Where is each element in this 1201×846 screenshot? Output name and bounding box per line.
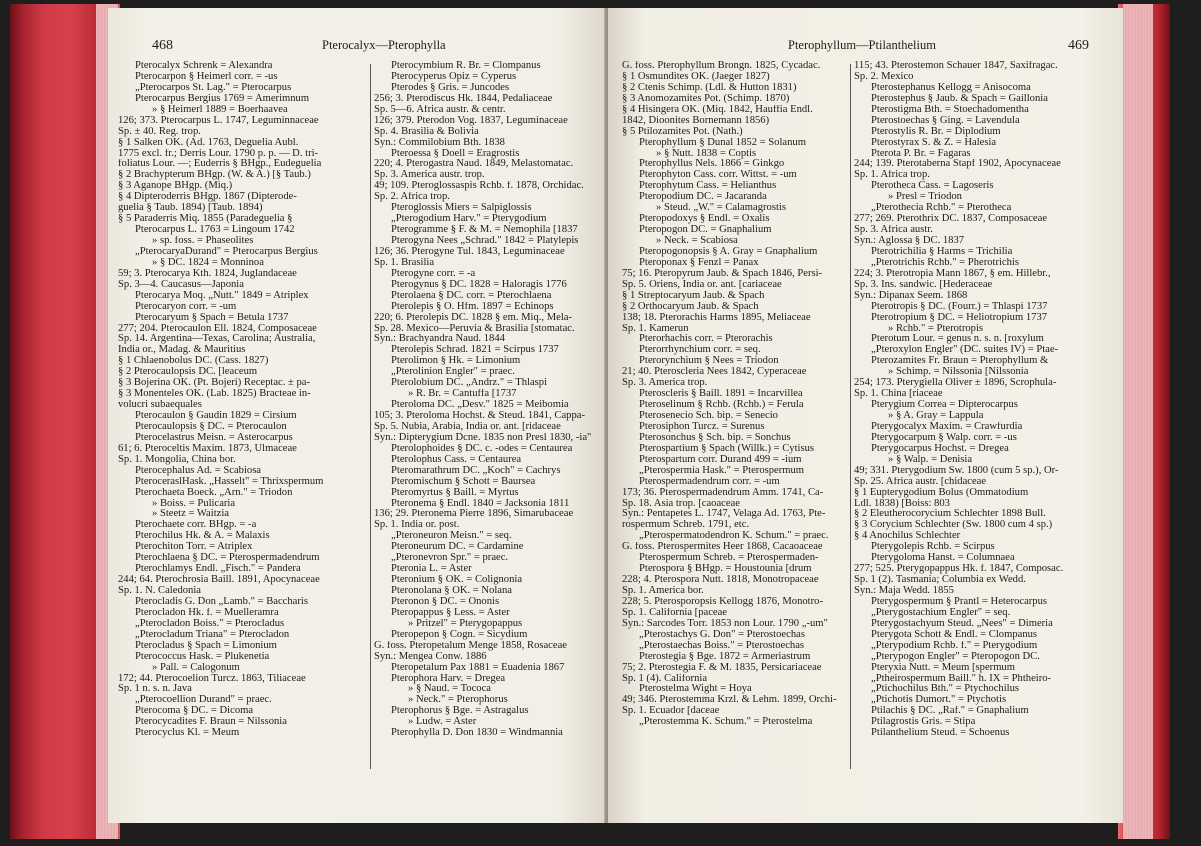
entry-line: Pterygium Correa = Dipterocarpus <box>871 400 1018 411</box>
entry-heading-line: 21; 40. Pteroscleria Nees 1842, Cyperaceae <box>622 367 807 378</box>
entry-line: » sp. foss. = Phaseolites <box>152 236 254 246</box>
entry-line: Pterygolepis Rchb. = Scirpus <box>871 542 995 553</box>
entry-heading-line: Sp. 1. America bor. <box>622 586 704 596</box>
entry-line: » Presl = Triodon <box>888 192 962 203</box>
entry-heading-line: Sp. 1. California [paceae <box>622 607 728 618</box>
entry-line: Pterogyna Nees „Schrad." 1842 = Platylepis <box>391 236 579 246</box>
entry-heading-line: § 3 Bojerina OK. (Pt. Bojeri) Receptac. ± pa- <box>118 378 311 389</box>
entry-line: „Ptheirospermum Baill." h. IX = Phtheiro- <box>871 673 1052 684</box>
entry-heading-line: 244; 64. Pterochrosia Baill. 1891, Apocynaceae <box>118 575 320 586</box>
entry-line: Pteropodoxys § Endl. = Oxalis <box>639 214 770 225</box>
entry-heading-line: Sp. 3—4. Caucasus—Japonia <box>118 279 244 290</box>
entry-line: Pterochilus Hk. & A. = Malaxis <box>135 531 270 542</box>
entry-line: Pterolepis § O. Hfm. 1897 = Echinops <box>391 301 554 312</box>
entry-line: Pterolaena § DC. corr. = Pterochlaena <box>391 290 552 301</box>
entry-heading-line: Sp. 3. America austr. trop. <box>374 170 485 181</box>
entry-heading-line: Ldl. 1838) [Boiss: 803 <box>854 498 950 509</box>
left-column-2 <box>374 61 602 739</box>
entry-line: Pterocarya Moq. „Nutt." 1849 = Atriplex <box>135 290 309 301</box>
entry-line: Pterogynus § DC. 1828 = Haloragis 1776 <box>391 279 567 290</box>
entry-line: Pterochlaena § DC. = Pterospermadendrum <box>135 553 320 564</box>
entry-line: Pterolophus Cass. = Centaurea <box>391 454 522 465</box>
entry-heading-line: guelia § Taub. 1894) [Taub. 1894) <box>118 203 263 214</box>
entry-line: » Boiss. = Pulicaria <box>152 498 236 509</box>
entry-heading-line: § 4 Dipteroderris BHgp. 1867 (Dipterode- <box>118 192 297 203</box>
entry-line: Pterocaryum § Spach = Betula 1737 <box>135 312 289 323</box>
entry-line: „Pterotrichis Rchb." = Pherotrichis <box>871 257 1019 268</box>
entry-line: Pterygocarpum § Walp. corr. = -us <box>871 432 1017 443</box>
entry-line: Pterolophoides § DC. c. -odes = Centaurea <box>391 443 573 454</box>
entry-heading-line: 256; 3. Pterodiscus Hk. 1844, Pedaliaceae <box>374 93 553 104</box>
entry-heading-line: Syn.: Brachyandra Naud. 1844 <box>374 334 505 345</box>
entry-heading-line: Sp. 28. Mexico—Peruvia & Brasilia [stomatac. <box>374 323 575 334</box>
entry-line: » Schimp. = Nilssonia [Nilssonia <box>888 367 1029 378</box>
entry-heading-line: § 5 Ptilozamites Pot. (Nath.) <box>622 126 743 137</box>
entry-heading-line: § 1 Osmundites OK. (Jaeger 1827) <box>622 71 770 82</box>
entry-line: » § A. Gray = Lappula <box>888 411 984 421</box>
entry-heading-line: G. foss. Pteropetalum Menge 1858, Rosaceae <box>374 640 567 651</box>
entry-heading-line: Sp. 3. America trop. <box>622 378 708 389</box>
entry-line: Pterygocalyx Maxim. = Crawfurdia <box>871 421 1023 432</box>
entry-line: Pteroglossis Miers = Salpiglossis <box>391 203 532 214</box>
entry-line: PteroceraslHask. „Hasselt" = Thrixspermum <box>135 476 324 487</box>
entry-heading-line: Sp. 5. Nubia, Arabia, India or. ant. [ridaceae <box>374 421 561 432</box>
entry-line: Pteroponax § Fenzl = Panax <box>639 257 759 268</box>
entry-heading-line: Sp. 25. Africa austr. [chidaceae <box>854 476 987 487</box>
entry-heading-line: Syn.: Mengea Conw. 1886 <box>374 651 487 662</box>
entry-line: „Pterothecia Rchb." = Pterotheca <box>871 203 1012 214</box>
entry-heading-line: Sp. 1 (4). California <box>622 673 708 684</box>
entry-heading-line: § 4 Anochilus Schlechter <box>854 531 961 542</box>
entry-line: Pterotropium § DC. = Heliotropium 1737 <box>871 312 1048 323</box>
entry-line: „Pterolinion Engler" = praec. <box>391 367 515 378</box>
entry-line: „Pterospermia Hask." = Pterospermum <box>639 465 805 476</box>
entry-heading-line: Sp. 3. Africa austr. <box>854 225 933 236</box>
entry-heading-line: Sp. 1 n. s. n. Java <box>118 684 192 695</box>
entry-line: Pteromyrtus § Baill. = Myrtus <box>391 487 519 498</box>
entry-line: Pterocelastrus Meisn. = Asterocarpus <box>135 432 293 443</box>
entry-heading-line: § 1 Streptocaryum Jaub. & Spach <box>622 290 765 301</box>
entry-line: Pterospermadendrum corr. = -um <box>639 476 780 487</box>
entry-line: „Pterocladum Triana" = Pterocladon <box>135 629 290 640</box>
entry-line: Pterygocarpus Hochst. = Dregea <box>871 443 1009 454</box>
entry-line: Pterocladis G. Don „Lamb." = Baccharis <box>135 596 308 607</box>
column-rule <box>370 64 371 769</box>
entry-line: Pterolepis Schrad. 1821 = Scirpus 1737 <box>391 345 559 356</box>
entry-line: Pterostylis R. Br. = Diplodium <box>871 126 1001 137</box>
entry-line: „Pterypodium Rchb. f." = Pterygodium <box>871 640 1038 651</box>
entry-line: Pteroloma DC. „Desv." 1825 = Meibomia <box>391 400 569 411</box>
entry-line: Pterocyclus Kl. = Meum <box>135 728 240 739</box>
entry-line: „Pterygostachium Engler" = seq. <box>871 607 1011 618</box>
entry-line: Pterolobium DC. „Andrz." = Thlaspi <box>391 378 548 389</box>
entry-line: Pterocaulopsis § DC. = Pterocaulon <box>135 421 287 432</box>
entry-line: Pterococcus Hask. = Plukenetia <box>135 651 270 662</box>
entry-line: » § Nutt. 1838 = Coptis <box>656 148 757 159</box>
entry-heading-line: G. foss. Pterophyllum Brongn. 1825, Cycadac. <box>622 61 821 71</box>
entry-line: » Neck. = Scabiosa <box>656 236 738 246</box>
left-column-1 <box>118 61 354 739</box>
entry-line: » Pall. = Calogonum <box>152 662 240 673</box>
entry-line: „Pterocladon Boiss." = Pterocladus <box>135 618 285 629</box>
entry-line: Pterygota Schott & Endl. = Clompanus <box>871 629 1038 640</box>
entry-heading-line: rospermum Schreb. 1791, etc. <box>622 520 750 531</box>
entry-heading-line: § 5 Paraderris Miq. 1855 (Paradeguelia § <box>118 214 293 225</box>
entry-line: Pterotheca Cass. = Lagoseris <box>871 181 994 192</box>
entry-line: Pteropogon DC. = Gnaphalium <box>639 225 772 236</box>
entry-heading-line: Sp. 1. Kamerun <box>622 323 689 334</box>
entry-heading-line: Sp. 5. Oriens, India or. ant. [cariaceae <box>622 279 782 290</box>
entry-line: Pterocladus § Spach = Limonium <box>135 640 277 651</box>
entry-line: Pteronium § OK. = Colignonia <box>391 575 523 586</box>
entry-line: Pterostigma Bth. = Stoechadomentha <box>871 104 1029 115</box>
entry-line: „Pterogodium Harv." = Pterygodium <box>391 214 547 225</box>
entry-line: Pterocarpus Bergius 1769 = Amerimnum <box>135 93 310 104</box>
entry-line: Pterocaulon § Gaudin 1829 = Cirsium <box>135 411 297 421</box>
entry-line: Pterospermum Schreb. = Pterospermaden- <box>639 553 819 564</box>
entry-line: Pterophyllum § Dunal 1852 = Solanum <box>639 137 806 148</box>
entry-heading-line: 228; 4. Pterospora Nutt. 1818, Monotropaceae <box>622 575 819 586</box>
entry-line: Pteropappus § Less. = Aster <box>391 607 510 618</box>
entry-heading-line: 136; 29. Pteronema Pierre 1896, Simarubaceae <box>374 509 574 520</box>
entry-line: „Pterostemma K. Schum." = Pterostelma <box>639 717 813 728</box>
entry-heading-line: § 1 Eupterygodium Bolus (Ommatodium <box>854 487 1029 498</box>
entry-heading-line: 126; 379. Pterodon Vog. 1837, Leguminaceae <box>374 115 568 126</box>
entry-line: Pterostephus § Jaub. & Spach = Gaillonia <box>871 93 1048 104</box>
entry-line: Pterygoloma Hanst. = Columnaea <box>871 553 1015 564</box>
entry-heading-line: 138; 18. Pterorachis Harms 1895, Meliaceae <box>622 312 811 323</box>
entry-line: Pterospora § BHgp. = Houstounia [drum <box>639 564 812 575</box>
entry-line: » § Naud. = Tococa <box>408 684 491 695</box>
entry-heading-line: Sp. 14. Argentina—Texas, Carolina; Australia, <box>118 334 316 345</box>
entry-heading-line: Sp. 3. Ins. sandwic. [Hederaceae <box>854 279 993 290</box>
entry-line: Pterostegia § Bge. 1872 = Armeriastrum <box>639 651 811 662</box>
entry-heading-line: 220; 6. Pterolepis DC. 1828 § em. Miq., Mela- <box>374 312 573 323</box>
entry-heading-line: 172; 44. Pterocoelion Turcz. 1863, Tiliaceae <box>118 673 306 684</box>
entry-line: Pterolimon § Hk. = Limonium <box>391 356 521 367</box>
entry-heading-line: 75; 2. Pterostegia F. & M. 1835, Persicariaceae <box>622 662 822 673</box>
entry-heading-line: Sp. 1. Brasilia <box>374 257 435 268</box>
entry-line: » Steetz = Waitzia <box>152 509 229 520</box>
entry-line: Pterophytum Cass. = Helianthus <box>639 181 777 192</box>
entry-line: Pteropetalum Pax 1881 = Euadenia 1867 <box>391 662 565 673</box>
entry-line: Pterochlamys Endl. „Fisch." = Pandera <box>135 564 301 575</box>
entry-line: Pteromischum § Schott = Baursea <box>391 476 536 487</box>
entry-heading-line: Syn.: Pentapetes L. 1747, Velaga Ad. 1763, Pte- <box>622 509 826 520</box>
entry-heading-line: India or., Madag. & Mauritius <box>118 345 246 356</box>
entry-heading-line: 277; 269. Pterothrix DC. 1837, Composaceae <box>854 214 1048 225</box>
entry-line: Pterocaryon corr. = -um <box>135 301 237 312</box>
entry-heading-line: 277; 525. Pterygopappus Hk. f. 1847, Composac. <box>854 564 1064 575</box>
entry-line: Pterocyperus Opiz = Cyperus <box>391 71 517 82</box>
entry-heading-line: § 2 Pterocaulopsis DC. [leaceum <box>118 367 258 378</box>
entry-line: » § Walp. = Denisia <box>888 454 973 465</box>
entry-line: » Neck." = Pterophorus <box>408 695 508 706</box>
column-rule <box>850 64 851 769</box>
entry-line: Pterospartium § Spach (Willk.) = Cytisus <box>639 443 815 454</box>
entry-line: „Ptichotis Dumort." = Ptychotis <box>871 695 1007 706</box>
entry-line: Pterorrhynchium corr. = seq. <box>639 345 761 356</box>
entry-heading-line: 1842, Dioonites Bornemann 1856) <box>622 115 770 126</box>
entry-heading-line: Sp. ± 40. Reg. trop. <box>118 126 201 137</box>
entry-line: Pterochaete corr. BHgp. = -a <box>135 520 257 531</box>
entry-line: Ptilagrostis Gris. = Stipa <box>871 717 976 728</box>
entry-heading-line: 1775 excl. fr.; Derris Lour. 1790 p. p. — D. tri- <box>118 148 319 159</box>
entry-line: Ptilachis § DC. „Raf." = Gnaphalium <box>871 706 1029 717</box>
entry-line: Pteronolana § OK. = Nolana <box>391 586 513 596</box>
entry-line: „Pterocarpos St. Lag." = Pterocarpus <box>135 82 292 93</box>
entry-line: Pterophorus § Bge. = Astragalus <box>391 706 529 717</box>
entry-heading-line: § 1 Salken OK. (Ad. 1763, Deguelia Aubl. <box>118 137 299 148</box>
entry-line: Pterostoechas § Ging. = Lavendula <box>871 115 1020 126</box>
entry-line: Pterocycadites F. Braun = Nilssonia <box>135 717 287 728</box>
entry-heading-line: § 2 Ctenis Schimp. (Ldl. & Hutton 1831) <box>622 82 797 93</box>
entry-line: Pterophyllus Nels. 1866 = Ginkgo <box>639 159 785 170</box>
entry-heading-line: Syn.: Aglossa § DC. 1837 <box>854 236 965 246</box>
page-edges-right <box>1123 4 1153 839</box>
entry-heading-line: Syn.: Dipanax Seem. 1868 <box>854 290 968 301</box>
entry-heading-line: § 3 Aganope BHgp. (Miq.) <box>118 181 233 192</box>
entry-line: „Pterospermatodendron K. Schum." = praec. <box>639 531 829 542</box>
entry-line: Pterocymbium R. Br. = Clompanus <box>391 61 541 71</box>
entry-line: Pteropodium DC. = Jacaranda <box>639 192 767 203</box>
entry-heading-line: § 3 Monenteles OK. (Lab. 1825) Bracteae in- <box>118 389 311 400</box>
entry-line: Pteropepon § Cogn. = Sicydium <box>391 629 528 640</box>
entry-heading-line: 75; 16. Pteropyrum Jaub. & Spach 1846, Persi- <box>622 268 823 279</box>
entry-line: „PterocaryaDurand" = Pterocarpus Bergius <box>135 246 318 257</box>
entry-heading-line: 254; 173. Pterygiella Oliver ± 1896, Scrophula- <box>854 378 1057 389</box>
entry-line: Pterophyton Cass. corr. Wittst. = -um <box>639 170 797 181</box>
entry-line: » R. Br. = Cantuffa [1737 <box>408 389 517 400</box>
entry-line: » § DC. 1824 = Monninoa <box>152 257 264 268</box>
entry-heading-line: 105; 3. Pteroloma Hochst. & Steud. 1841, Cappa- <box>374 411 585 421</box>
entry-line: Pterozamites Fr. Braun = Pterophyllum & <box>871 356 1049 367</box>
entry-line: Pteromarathrum DC. „Koch" = Cachrys <box>391 465 561 476</box>
entry-line: Ptilanthelium Steud. = Schoenus <box>871 728 1010 739</box>
entry-line: » Pritzel" = Pterygopappus <box>408 618 523 629</box>
entry-heading-line: volucri subaequales <box>118 400 202 411</box>
right-running-head: Pterophyllum—Ptilanthelium <box>788 38 936 52</box>
entry-line: Pterygospermum § Prantl = Heterocarpus <box>871 596 1048 607</box>
entry-heading-line: 49; 346. Pterostemma Krzl. & Lehm. 1899, Orchi- <box>622 695 837 706</box>
entry-heading-line: Sp. 1 (2). Tasmania; Columbia ex Wedd. <box>854 575 1026 586</box>
entry-heading-line: Sp. 5—6. Africa austr. & centr. <box>374 104 506 115</box>
entry-line: Pterogramme § F. & M. = Nemophila [1837 <box>391 225 578 236</box>
entry-heading-line: Syn.: Sarcodes Torr. 1853 non Lour. 1790 „-um" <box>622 618 828 629</box>
entry-line: Pterosonchus § Sch. bip. = Sonchus <box>639 432 791 443</box>
left-page <box>108 8 606 823</box>
entry-line: Pterosiphon Turcz. = Surenus <box>639 421 765 432</box>
entry-heading-line: foliatus Lour. —; Euderris § BHgp., Eudeguelia <box>118 159 322 170</box>
entry-line: Pterocladon Hk. f. = Muelleramra <box>135 607 279 618</box>
entry-heading-line: § 2 Brachypterum BHgp. (W. & A.) [§ Taub.) <box>118 170 311 181</box>
entry-line: Pterotropis § DC. (Fourr.) = Thlaspi 1737 <box>871 301 1048 312</box>
entry-line: Pteronia L. = Aster <box>391 564 472 575</box>
entry-heading-line: 126; 373. Pterocarpus L. 1747, Leguminnaceae <box>118 115 319 126</box>
entry-heading-line: 49; 109. Pteroglossaspis Rchb. f. 1878, Orchidac. <box>374 181 584 192</box>
left-page-number: 468 <box>152 38 173 53</box>
entry-heading-line: 173; 36. Pterospermadendrum Amm. 1741, Ca- <box>622 487 824 498</box>
entry-heading-line: Sp. 2. Mexico <box>854 71 914 82</box>
entry-line: Pterochiton Torr. = Atriplex <box>135 542 253 553</box>
entry-line: „Ptichochilus Bth." = Ptychochilus <box>871 684 1020 695</box>
right-page <box>608 8 1123 823</box>
entry-line: Pterocalyx Schrenk = Alexandra <box>135 61 273 71</box>
entry-heading-line: Sp. 1. N. Caledonia <box>118 586 201 596</box>
entry-heading-line: Sp. 2. Africa trop. <box>374 192 450 203</box>
entry-heading-line: § 4 Hisingera OK. (Miq. 1842, Hauffia Endl. <box>622 104 813 115</box>
entry-heading-line: Syn.: Maja Wedd. 1855 <box>854 586 954 596</box>
entry-heading-line: 126; 36. Pterogyne Tul. 1843, Leguminaceae <box>374 246 565 257</box>
entry-heading-line: 277; 204. Pterocaulon Ell. 1824, Composaceae <box>118 323 317 334</box>
entry-heading-line: 244; 139. Pterotaberna Stapf 1902, Apocynaceae <box>854 159 1061 170</box>
entry-line: Pterocarpus L. 1763 = Lingoum 1742 <box>135 225 295 236</box>
entry-heading-line: Sp. 1. Mongolia, China bor. <box>118 454 236 465</box>
entry-line: Pterostyrax S. & Z. = Halesia <box>871 137 997 148</box>
entry-line: » § Heimerl 1889 = Boerhaavea <box>152 104 288 115</box>
entry-heading-line: § 3 Anomozamites Pot. (Schimp. 1870) <box>622 93 790 104</box>
entry-heading-line: § 2 Eleutherocorycium Schlechter 1898 Bull. <box>854 509 1046 520</box>
entry-line: Pterodes § Gris. = Juncodes <box>391 82 510 93</box>
entry-line: „Pterypogon Engler" = Pteropogon DC. <box>871 651 1040 662</box>
entry-line: Pteryxia Nutt. = Meum [spermum <box>871 662 1015 673</box>
entry-heading-line: Sp. 1. Africa trop. <box>854 170 930 181</box>
entry-line: „Pteroxylon Engler" (DC. suites IV) = Ptae- <box>871 345 1059 356</box>
right-column-1 <box>622 61 852 728</box>
entry-line: » Steud. „W." = Calamagrostis <box>656 203 786 214</box>
entry-heading-line: 228; 5. Pterosporopsis Kellogg 1876, Monotro- <box>622 596 823 607</box>
entry-line: „Pterostaechas Boiss." = Pterostoechas <box>639 640 805 651</box>
entry-line: „Pteronevron Spr." = praec. <box>391 553 509 564</box>
entry-line: Pteropogonopsis § A. Gray = Gnaphalium <box>639 246 818 257</box>
entry-line: Pterophylla D. Don 1830 = Windmannia <box>391 728 563 739</box>
entry-line: „Pterostachys G. Don" = Pterostoechas <box>639 629 805 640</box>
entry-line: Pterota P. Br. = Fagaras <box>871 148 971 159</box>
left-running-head: Pterocalyx—Pterophylla <box>322 38 446 52</box>
entry-heading-line: Sp. 1. India or. post. <box>374 520 460 531</box>
right-page-number: 469 <box>1068 38 1089 53</box>
entry-line: Pterochaeta Boeck. „Arn." = Triodon <box>135 487 293 498</box>
entry-line: Pterostelma Wight = Hoya <box>639 684 752 695</box>
entry-heading-line: 224; 3. Pterotropia Mann 1867, § em. Hillebr., <box>854 268 1051 279</box>
entry-heading-line: § 2 Orthocaryum Jaub. & Spach <box>622 301 759 312</box>
entry-line: Pteroneurum DC. = Cardamine <box>391 542 524 553</box>
entry-line: Pterotum Lour. = genus n. s. n. [roxylum <box>871 334 1044 345</box>
entry-heading-line: 61; 6. Pteroceltis Maxim. 1873, Ulmaceae <box>118 443 297 454</box>
entry-line: Pteronema § Endl. 1840 = Jacksonia 1811 <box>391 498 570 509</box>
entry-heading-line: Syn.: Commilobium Bth. 1838 <box>374 137 505 148</box>
entry-line: Pteroessa § Doell = Eragrostis <box>391 148 520 159</box>
entry-line: Pteroscleris § Baill. 1891 = Incarvillea <box>639 389 803 400</box>
entry-line: Pterocephalus Ad. = Scabiosa <box>135 465 262 476</box>
entry-heading-line: 59; 3. Pterocarya Kth. 1824, Juglandaceae <box>118 268 297 279</box>
entry-heading-line: G. foss. Pterospermites Heer 1868, Cacaoaceae <box>622 542 823 553</box>
entry-line: Pterocarpon § Heimerl corr. = -us <box>135 71 278 82</box>
entry-line: Pterogyne corr. = -a <box>391 268 476 279</box>
entry-line: Pteroselinum § Rchb. (Rchb.) = Ferula <box>639 400 804 411</box>
entry-line: Pterotrichilia § Harms = Trichilia <box>871 246 1013 257</box>
entry-heading-line: Sp. 1. Ecuador [daceae <box>622 706 720 717</box>
entry-line: Pterosenecio Sch. bip. = Senecio <box>639 411 778 421</box>
entry-line: Pterophora Harv. = Dregea <box>391 673 506 684</box>
entry-heading-line: 115; 43. Pterostemon Schauer 1847, Saxifragac. <box>854 61 1058 71</box>
entry-heading-line: Sp. 18. Asia trop. [caoaceae <box>622 498 740 509</box>
entry-line: „Pteroneuron Meisn." = seq. <box>391 531 512 542</box>
entry-line: Pterygostachyum Steud. „Nees" = Dimeria <box>871 618 1053 629</box>
entry-line: » Ludw. = Aster <box>408 717 477 728</box>
entry-heading-line: 49; 331. Pterygodium Sw. 1800 (cum 5 sp.), Or- <box>854 465 1059 476</box>
entry-line: Pterocoma § DC. = Dicoma <box>135 706 254 717</box>
entry-line: » Rchb." = Pterotropis <box>888 323 984 334</box>
entry-heading-line: § 3 Corycium Schlechter (Sw. 1800 cum 4 sp.) <box>854 520 1053 531</box>
entry-line: Pterorynchium § Nees = Triodon <box>639 356 779 367</box>
entry-line: Pteronon § DC. = Ononis <box>391 596 500 607</box>
entry-line: Pterospartum corr. Durand 499 = -ium <box>639 454 802 465</box>
entry-heading-line: Sp. 4. Brasilia & Bolivia <box>374 126 479 137</box>
entry-heading-line: Syn.: Dipterygium Dcne. 1835 non Presl 1830, -ia" <box>374 432 592 443</box>
entry-line: Pterorhachis corr. = Pterorachis <box>639 334 773 345</box>
entry-heading-line: Sp. 1. China [riaceae <box>854 389 943 400</box>
entry-heading-line: § 1 Chlaenobolus DC. (Cass. 1827) <box>118 356 269 367</box>
right-column-2 <box>854 61 1112 739</box>
entry-line: „Pterocoellion Durand" = praec. <box>135 695 272 706</box>
entry-heading-line: 220; 4. Pterogastra Naud. 1849, Melastomatac. <box>374 159 574 170</box>
entry-line: Pterostephanus Kellogg = Anisocoma <box>871 82 1031 93</box>
